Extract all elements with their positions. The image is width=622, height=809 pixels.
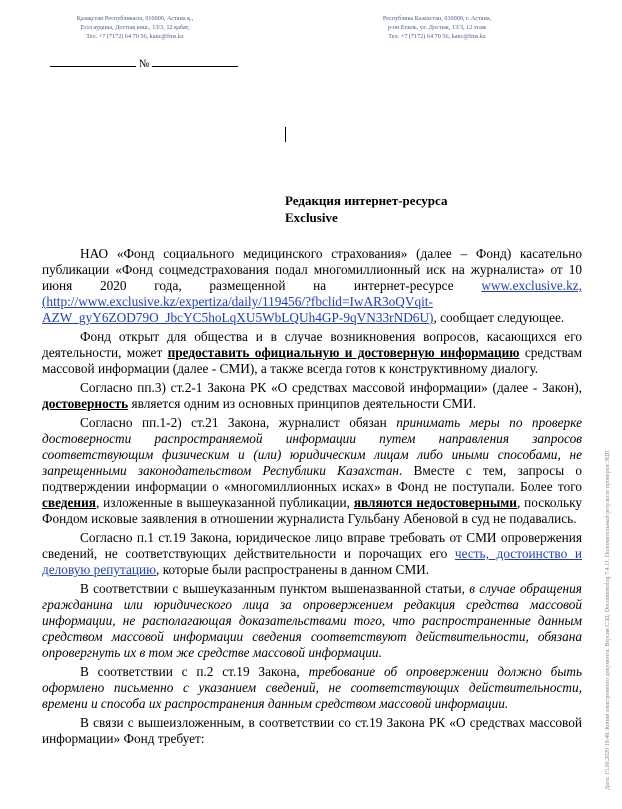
letter-body <box>42 246 582 750</box>
paragraph-intro: НАО «Фонд социального медицинского страхования» (далее – Фонд) касательно публикации «Фонд соцмедстрахования подал многомиллионный иск на журналиста» от 10 июня 2020 года, размещенной на интернет-ресурсе www.exclusive.kz,(http://www.exclusive.kz/expertiza/daily/119456/?fbclid=IwAR3oQVqit-AZW_gyY6ZOD79O_JbcYC5hoLqXU5WbLQUh4GP-9qVN33rND6U), сообщает следующее. <box>42 246 582 325</box>
reputation-link[interactable]: честь, достоинство и деловую репутацию <box>42 546 583 577</box>
addressee-line: Exclusive <box>285 210 338 225</box>
emphasis: достоверность <box>42 396 129 411</box>
emphasis: являются недостоверными <box>353 495 517 510</box>
paragraph-accuracy-principle: Согласно пп.3) ст.2-1 Закона РК «О средствах массовой информации» (далее - Закон), достоверность является одним из основных принципов деятельности СМИ. <box>42 380 582 411</box>
letterhead-left-line: Қазақстан Республикасы, 010000, Астана қ., <box>76 15 194 22</box>
addressee-block <box>285 192 447 226</box>
letterhead-right-line: Республика Казахстан, 010000, г. Астана, <box>382 15 492 22</box>
letterhead-right-line: р-он Есиль, ул. Достык, 13/3, 12 этаж <box>387 24 487 31</box>
letterhead-right <box>372 14 502 41</box>
letterhead-left-line: Есіл ауданы, Достық көш., 13/3, 12 қабат, <box>80 24 190 31</box>
number-sign: № <box>138 58 150 70</box>
emphasis: сведения <box>42 495 96 510</box>
paragraph-written-request: В соответствии с п.2 ст.19 Закона, требование об опровержении должно быть оформлено письменно с указанием сведений, не соответствующих действительности, времени и способа их распространения данным средством массовой информации. <box>42 664 582 711</box>
registration-number-blank <box>152 66 238 67</box>
letterhead-right-line: Тел. +7 (7172) 64 70 56, kanc@fms.kz <box>388 33 486 40</box>
text-cursor <box>285 127 286 142</box>
paragraph-openness: Фонд открыт для общества и в случае возникновения вопросов, касающихся его деятельности, может предоставить официальную и достоверную информацию средствам массовой информации (далее - СМИ), а также всегда готов к конструктивному диалогу. <box>42 329 583 376</box>
paragraph-refutation-right: Согласно п.1 ст.19 Закона, юридическое лицо вправе требовать от СМИ опровержения сведений, не соответствующих действительности и порочащих его честь, достоинство и деловую репутацию, которые были распространены в данном СМИ. <box>42 530 583 577</box>
paragraph-editorial-obligation: В соответствии с вышеуказанным пунктом вышеназванной статьи, в случае обращения гражданина или юридического лица за опровержением редакция средства массовой информации, не располагающая доказательствами того, что распространенные данным средством массовой информации сведения соответствуют действительности, обязана опровергнуть их в том же средстве массовой информации. <box>42 581 582 660</box>
registration-line <box>50 58 238 70</box>
paragraph-journalist-duty: Согласно пп.1-2) ст.21 Закона, журналист обязан принимать меры по проверке достоверности распространяемой информации путем направления запросов соответствующим физическим и (или) юридическим лицам либо иными способами, не запрещенными законодательством Республики Казахстан. Вместе с тем, запросы о подтверждении информации о «многомиллионных исках» в Фонд не поступали. Более того сведения, изложенные в вышеуказанной публикации, являются недостоверными, поскольку Фондом исковые заявления в отношении журналиста Гульбану Абеновой в суд не подавались. <box>42 415 583 526</box>
addressee-line: Редакция интернет-ресурса <box>285 193 448 208</box>
publication-link[interactable]: www.exclusive.kz,(http://www.exclusive.kz/expertiza/daily/119456/?fbclid=IwAR3oQVqit-AZW_gyY6ZOD79O_JbcYC5hoLqXU5WbLQUh4GP-9qVN33rND6U) <box>42 278 582 325</box>
registration-date-blank <box>50 66 136 67</box>
emphasis: предоставить официальную и достоверную информацию <box>167 345 520 360</box>
paragraph-demand: В связи с вышеизложенным, в соответствии со ст.19 Закона РК «О средствах массовой информации» Фонд требует: <box>42 715 582 746</box>
signature-side-note: Дата: 15.06.2020 19:48. Копия электронного документа. Версия СЭД: Documentolog 7.4.11. Положительный результат проверки ЭЦП <box>605 450 611 790</box>
letterhead-left <box>60 14 210 41</box>
letterhead-left-line: Тел. +7 (7172) 64 70 56, kanc@fms.kz <box>86 33 184 40</box>
